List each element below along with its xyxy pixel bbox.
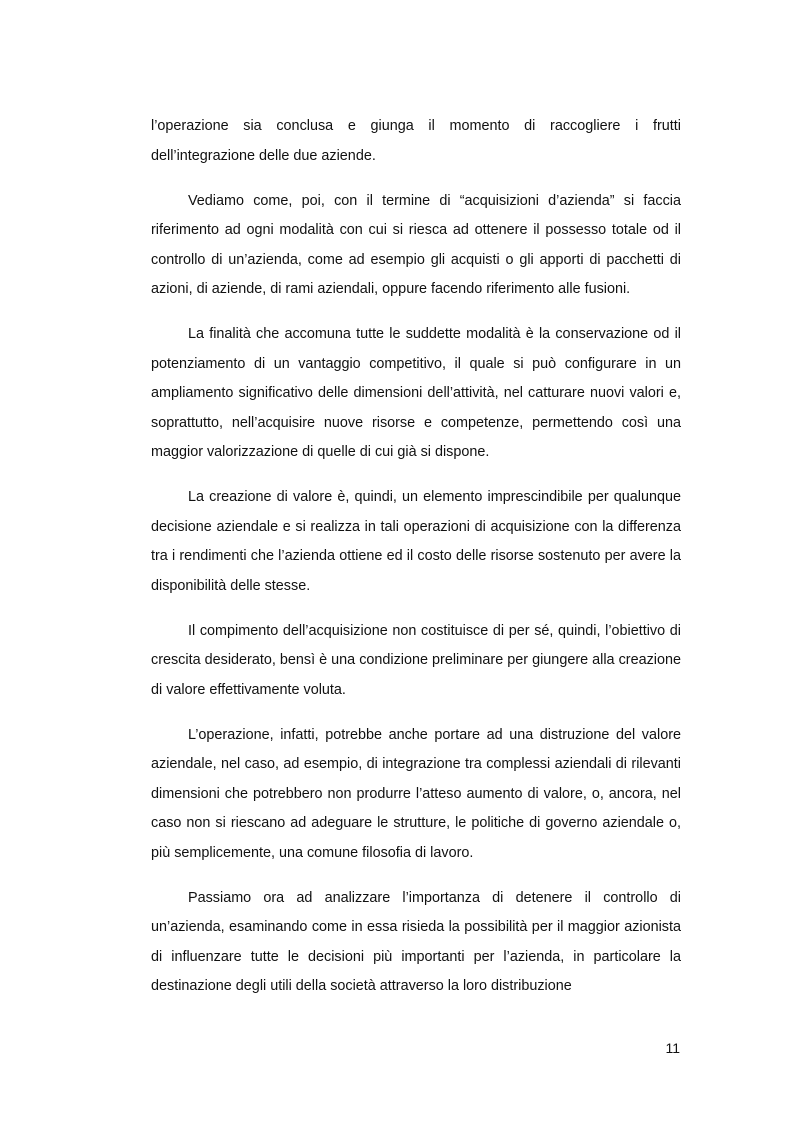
paragraph-2: Vediamo come, poi, con il termine di “acquisizioni d’azienda” si faccia riferimento ad ogni modalità con cui si riesca ad ottenere il possesso totale od il controllo di un’azienda, come ad esempio gli acquisti o gli apporti di pacchetti di azioni, di aziende, di rami aziendali, oppure facendo riferimento alle fusioni.: [151, 192, 681, 297]
paragraph-5: Il compimento dell’acquisizione non costituisce di per sé, quindi, l’obiettivo di crescita desiderato, bensì è una condizione preliminare per giungere alla creazione di valore effettivamente voluta.: [151, 622, 681, 698]
paragraph-1: l’operazione sia conclusa e giunga il momento di raccogliere i frutti dell’integrazione delle due aziende.: [151, 118, 681, 164]
paragraph-3: La finalità che accomuna tutte le suddette modalità è la conservazione od il potenziamento di un vantaggio competitivo, il quale si può configurare in un ampliamento significativo delle dimensioni dell’attività, nel catturare nuovi valori e, soprattutto, nell’acquisire nuove risorse e competenze, permettendo così una maggior valorizzazione di quelle di cui già si dispone.: [151, 326, 681, 460]
paragraph-4: La creazione di valore è, quindi, un elemento imprescindibile per qualunque decisione aziendale e si realizza in tali operazioni di acquisizione con la differenza tra i rendimenti che l’azienda ottiene ed il costo delle risorse sostenuto per avere la disponibilità delle stesse.: [151, 489, 681, 594]
paragraph-7: Passiamo ora ad analizzare l’importanza di detenere il controllo di un’azienda, esaminando come in essa risieda la possibilità per il maggior azionista di influenzare tutte le decisioni più importanti per l’azienda, in particolare la destinazione degli utili della società attraverso la loro distribuzione: [151, 889, 681, 994]
page-number: 11: [665, 1040, 680, 1056]
body-text: [151, 112, 681, 1002]
paragraph-6: L’operazione, infatti, potrebbe anche portare ad una distruzione del valore aziendale, nel caso, ad esempio, di integrazione tra complessi aziendali di rilevanti dimensioni che potrebbero non produrre l’atteso aumento di valore, o, ancora, nel caso non si riescano ad adeguare le strutture, le politiche di governo aziendale o, più semplicemente, una comune filosofia di lavoro.: [151, 726, 681, 861]
